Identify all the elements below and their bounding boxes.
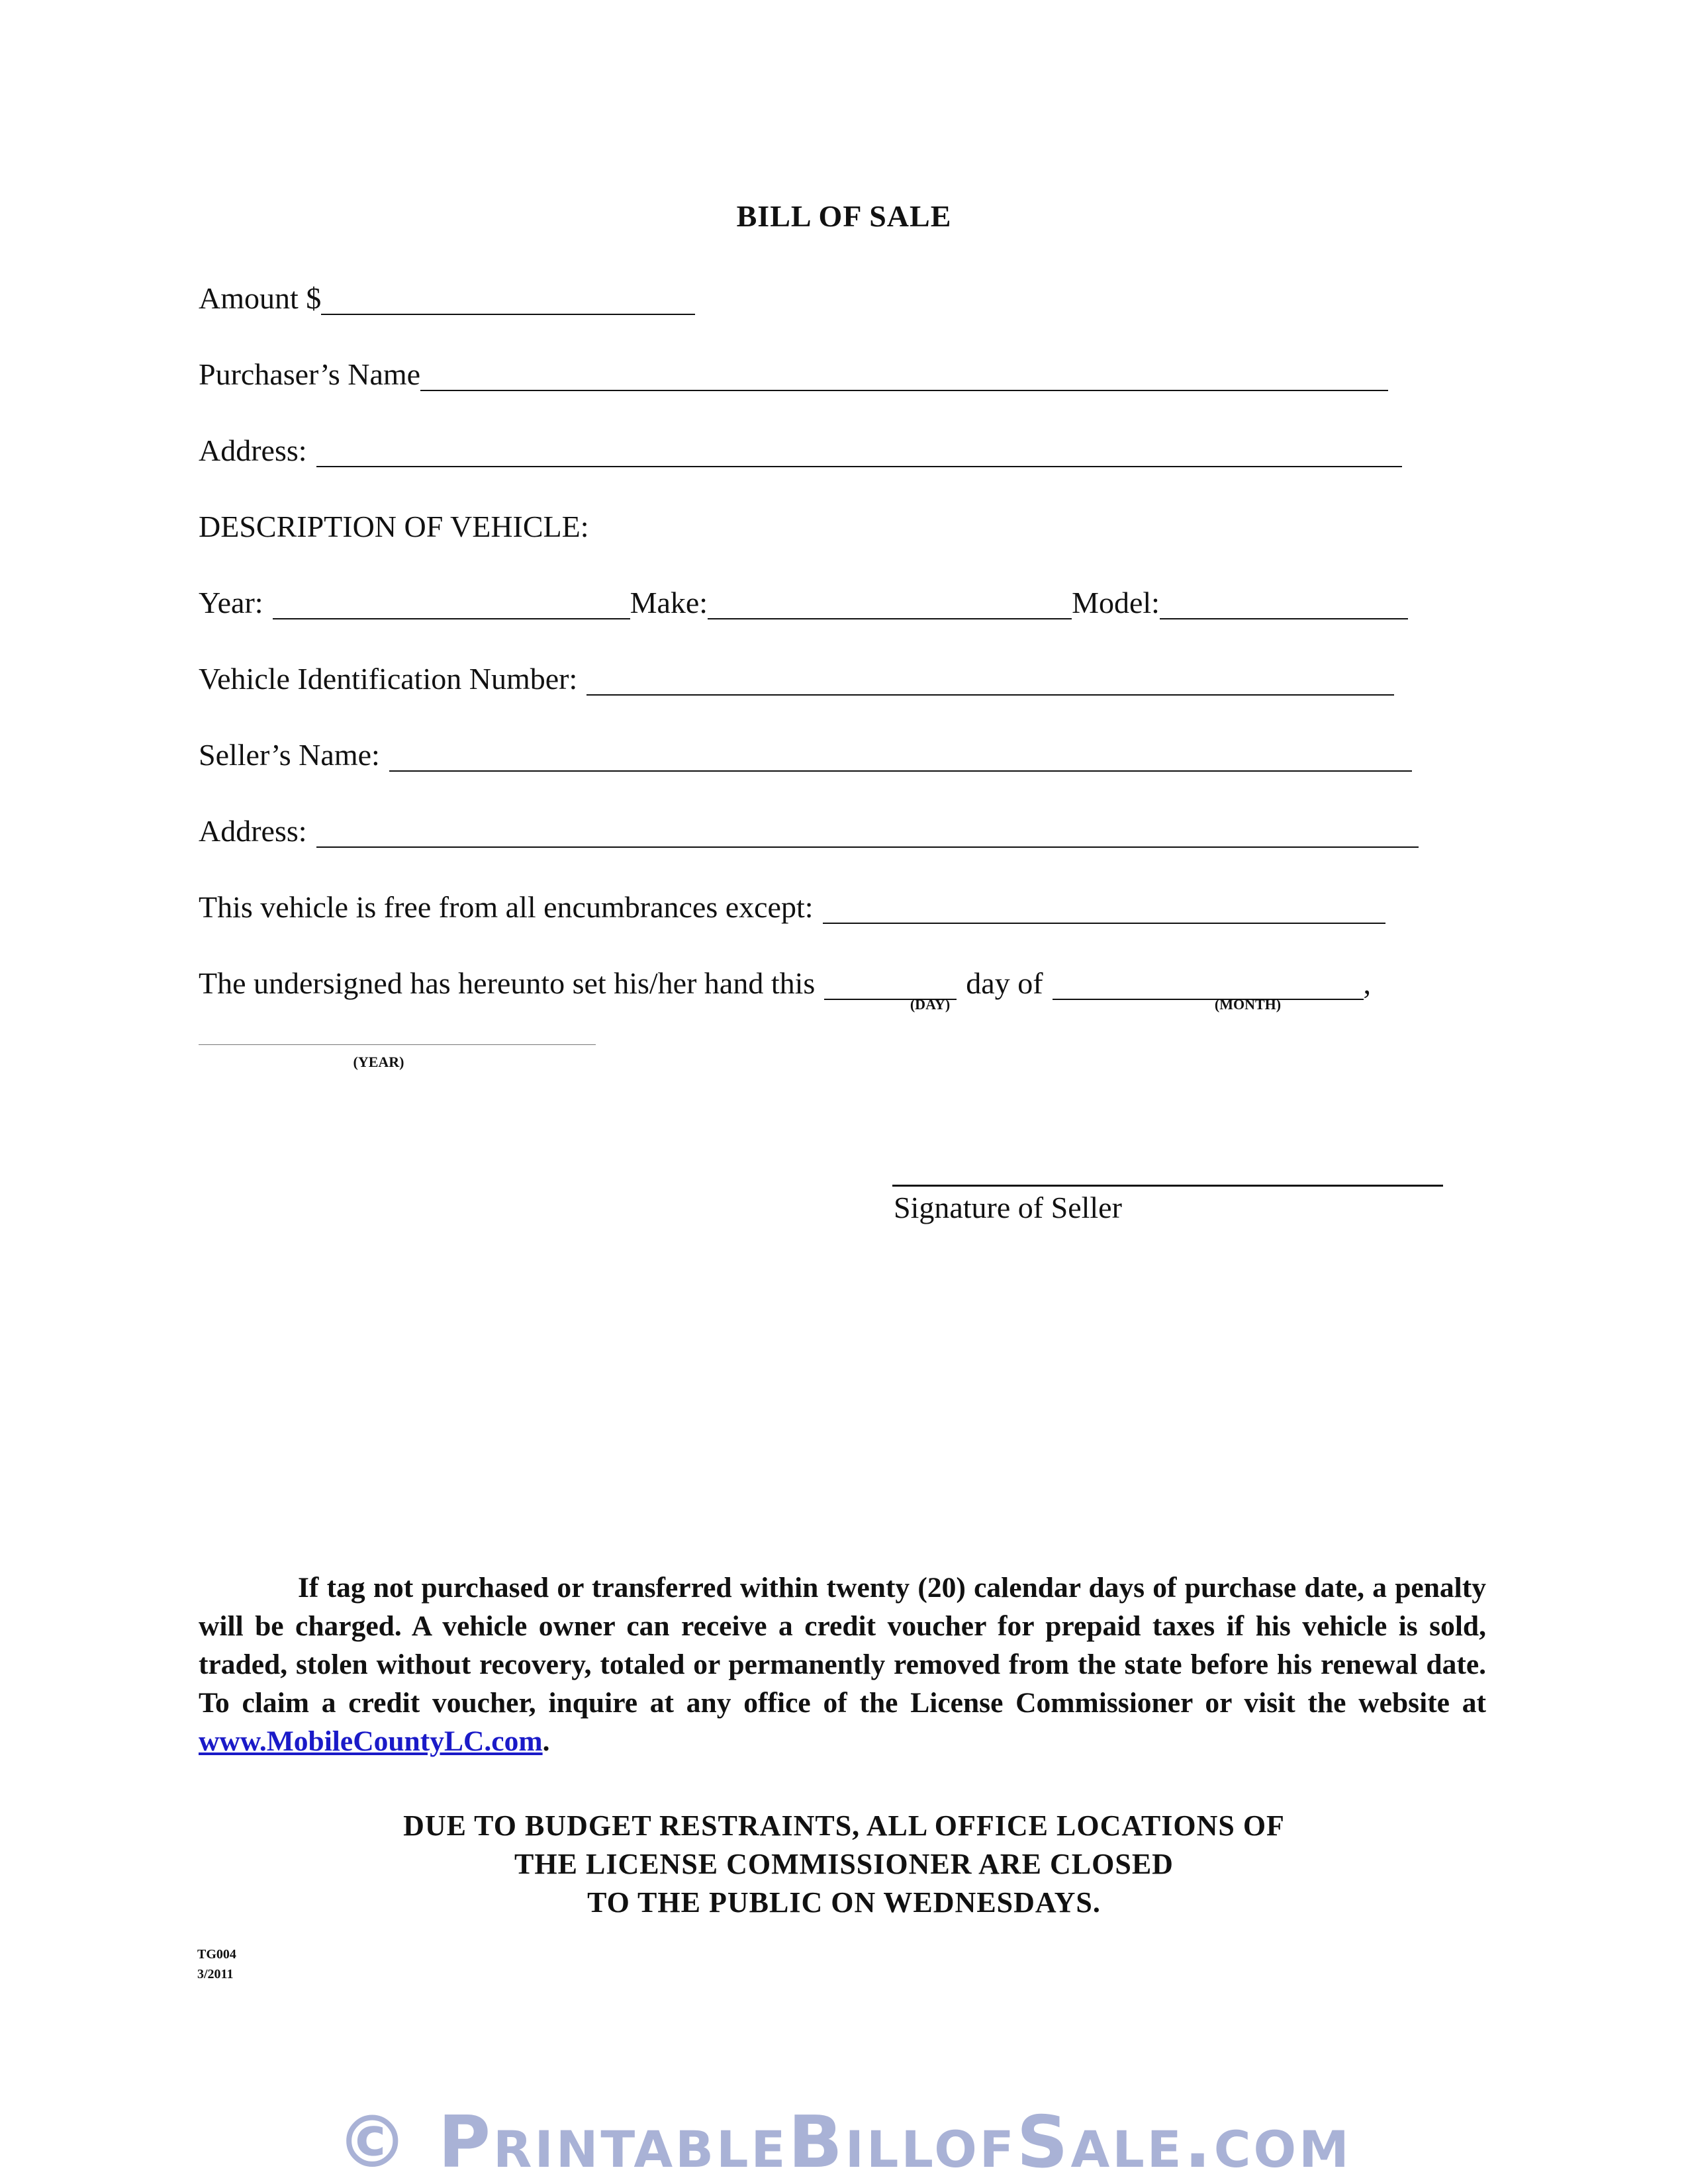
make-field[interactable] — [708, 618, 1072, 619]
purchaser-address-row — [199, 424, 1443, 470]
seller-name-label: Seller’s Name: — [199, 738, 380, 772]
encumbrances-field[interactable] — [823, 923, 1385, 924]
description-heading-row — [199, 500, 1443, 546]
closed-notice-line-1: DUE TO BUDGET RESTRAINTS, ALL OFFICE LOCATIONS OF — [403, 1809, 1285, 1842]
signature-line[interactable] — [892, 1185, 1443, 1187]
seller-address-label: Address: — [199, 814, 307, 848]
penalty-notice — [199, 1569, 1486, 1760]
make-label: Make: — [630, 586, 708, 619]
form-date: 3/2011 — [197, 1967, 234, 1981]
vehicle-details-row — [199, 576, 1443, 622]
seller-name-field[interactable] — [389, 770, 1412, 772]
purchaser-name-label: Purchaser’s Name — [199, 357, 421, 391]
purchaser-name-field[interactable] — [420, 390, 1388, 391]
seller-address-field[interactable] — [316, 846, 1419, 848]
notice-end: . — [542, 1725, 550, 1757]
amount-label: Amount $ — [199, 281, 322, 315]
seller-row — [199, 728, 1443, 774]
day-of-text: day of — [966, 966, 1043, 1000]
purchaser-row — [199, 347, 1443, 394]
encumbrances-row — [199, 880, 1443, 927]
closed-notice-line-3: TO THE PUBLIC ON WEDNESDAYS. — [587, 1886, 1101, 1919]
closed-notice — [0, 1807, 1688, 1922]
vin-label: Vehicle Identification Number: — [199, 662, 578, 696]
signature-label: Signature of Seller — [894, 1191, 1122, 1224]
seller-address-row — [199, 804, 1443, 850]
year-label: Year: — [199, 586, 263, 619]
model-field[interactable] — [1160, 618, 1408, 619]
description-heading: DESCRIPTION OF VEHICLE: — [199, 510, 589, 543]
form-id — [197, 1944, 236, 1984]
watermark: © PrintableBillofSale.com — [336, 2101, 1352, 2184]
comma: , — [1363, 966, 1372, 1000]
model-label: Model: — [1072, 586, 1160, 619]
purchaser-address-label: Address: — [199, 433, 307, 467]
form-title: BILL OF SALE — [736, 199, 952, 233]
year-field-line[interactable] — [199, 1044, 596, 1045]
month-caption: (MONTH) — [1214, 996, 1282, 1013]
month-field[interactable] — [1053, 999, 1364, 1000]
form-code: TG004 — [197, 1947, 236, 1962]
year-field[interactable] — [273, 618, 630, 619]
year-caption: (YEAR) — [353, 1054, 404, 1070]
website-link[interactable]: www.MobileCountyLC.com — [199, 1725, 543, 1757]
encumbrances-label: This vehicle is free from all encumbrances except: — [199, 890, 814, 924]
amount-row — [199, 271, 1443, 318]
undersigned-text: The undersigned has hereunto set his/her hand this — [199, 966, 816, 1000]
purchaser-address-field[interactable] — [316, 466, 1402, 467]
day-caption: (DAY) — [910, 996, 951, 1013]
amount-field[interactable] — [321, 314, 695, 315]
vin-row — [199, 652, 1443, 698]
vin-field[interactable] — [586, 694, 1394, 696]
closed-notice-line-2: THE LICENSE COMMISSIONER ARE CLOSED — [514, 1848, 1174, 1880]
notice-text: If tag not purchased or transferred within twenty (20) calendar days of purchase date, a penalty will be charged. A vehicle owner can receive a credit voucher for prepaid taxes if his vehicle is sold, traded, stolen without recovery, totaled or permanently removed from the state before his renewal date. To claim a credit voucher, inquire at any office of the License Commissioner or visit the website at — [199, 1572, 1486, 1719]
